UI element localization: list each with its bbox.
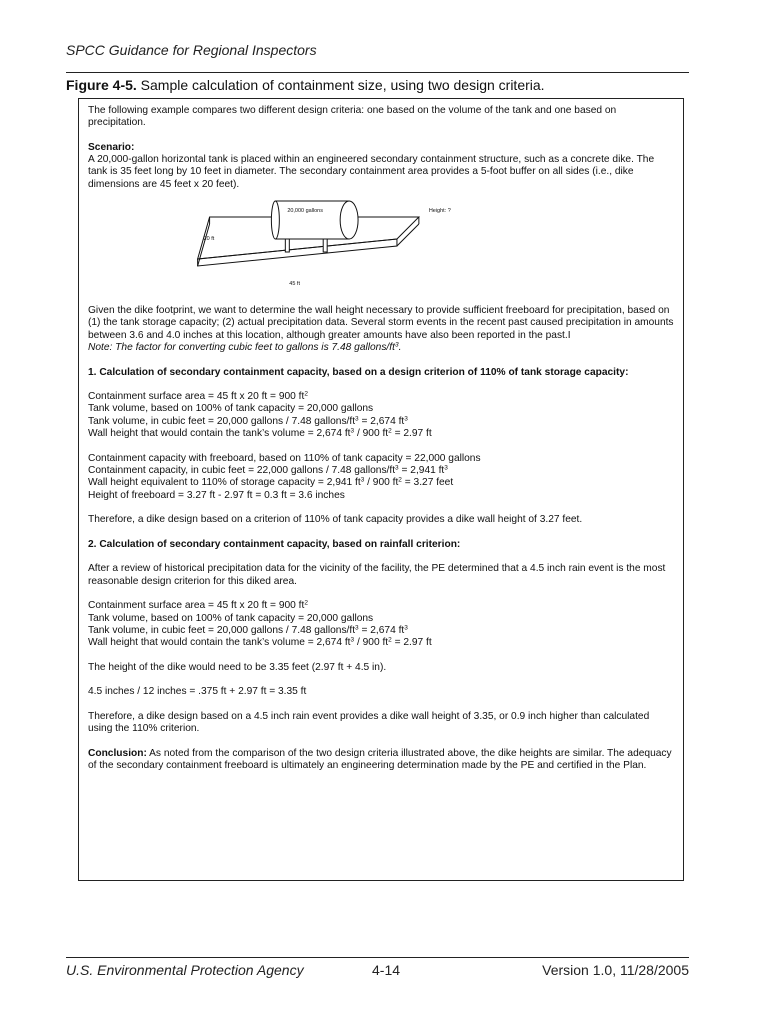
- calc-line: Tank volume, based on 100% of tank capacity = 20,000 gallons: [88, 612, 374, 624]
- superscript: 3: [444, 464, 448, 472]
- footer-page-number: 4-14: [372, 962, 401, 978]
- section1-conclusion: Therefore, a dike design based on a criterion of 110% of tank capacity provides a dike wall height of 3.27 feet.: [88, 514, 583, 526]
- section2-calc: [88, 600, 674, 649]
- scenario-heading: [88, 142, 674, 154]
- calc-line: Tank volume, based on 100% of tank capacity = 20,000 gallons: [88, 403, 374, 415]
- tank-capacity-label: 20,000 gallons: [287, 208, 323, 215]
- calc-line: [88, 600, 674, 612]
- calc-text: = 2,674 ft: [358, 624, 405, 636]
- superscript: 3: [395, 464, 399, 472]
- tank-right-end: [340, 201, 358, 239]
- dike-tank-diagram: [88, 197, 674, 297]
- rain-calculation: 4.5 inches / 12 inches = .375 ft + 2.97 ft = 3.35 ft: [88, 686, 307, 698]
- tank-support-left: [285, 239, 289, 252]
- intro-paragraph: The following example compares two different design criteria: one based on the volume of the tank and one based on precipitation.: [88, 105, 617, 129]
- section2-heading-text: 2. Calculation of secondary containment capacity, based on rainfall criterion:: [88, 538, 461, 550]
- superscript: 3: [360, 476, 365, 484]
- calc-text: Wall height that would contain the tank’s volume = 2,674 ft: [88, 428, 351, 440]
- calc-text: Containment surface area = 45 ft x 20 ft = 900 ft: [88, 600, 305, 612]
- dike-left-edge: [198, 224, 210, 266]
- calc-text: = 2.97 ft: [391, 637, 432, 649]
- calc-text: / 900 ft: [354, 637, 389, 649]
- conclusion-paragraph: [88, 748, 674, 773]
- calc-line: [88, 477, 674, 489]
- calc-text: Wall height that would contain the tank’s volume = 2,674 ft: [88, 637, 351, 649]
- conclusion-heading: Conclusion:: [88, 747, 147, 759]
- running-header: SPCC Guidance for Regional Inspectors: [66, 42, 317, 58]
- superscript: 3: [394, 341, 399, 349]
- superscript: 3: [355, 415, 359, 423]
- calc-line: [88, 416, 674, 428]
- calc-text: = 2.97 ft: [391, 428, 432, 440]
- calc-text: = 3.27 feet: [401, 477, 454, 489]
- conversion-note: Note: The factor for converting cubic feet to gallons is 7.48 gallons/$ft^3$.: [88, 341, 402, 353]
- length-label: 45 ft: [289, 281, 300, 288]
- calc-line: [88, 428, 674, 440]
- section2-heading: [88, 539, 674, 551]
- calc-text: Containment surface area = 45 ft x 20 ft = 900 ft: [88, 391, 305, 403]
- dike-height-statement: The height of the dike would need to be 3.35 feet (2.97 ft + 4.5 in).: [88, 661, 387, 673]
- section1-calc-b: [88, 453, 674, 502]
- superscript: 2: [304, 390, 308, 398]
- calc-line: Height of freeboard = 3.27 ft - 2.97 ft = 0.3 ft = 3.6 inches: [88, 489, 345, 501]
- figure-caption-text: Sample calculation of containment size, using two design criteria.: [136, 77, 545, 93]
- header-divider: [66, 72, 689, 73]
- calc-line: Containment capacity with freeboard, based on 110% of tank capacity = 22,000 gallons: [88, 452, 481, 464]
- calc-line: [88, 391, 674, 403]
- superscript: 2: [304, 599, 308, 607]
- dike-paragraph: Given the dike footprint, we want to determine the wall height necessary to provide sufficient freeboard for precipitation, based on (1) the tank storage capacity; (2) actual precipitation data. Several storm events in the recent past caused precipitation in amounts between 3.6 and 4.0 inches at this location, although greater amounts have also been reported in the past.I: [88, 305, 674, 341]
- tank-left-end: [271, 201, 279, 239]
- calc-text: Containment capacity, in cubic feet = 22,000 gallons / 7.48 gallons/ft: [88, 464, 396, 476]
- footer-divider: [66, 957, 689, 958]
- calc-text: / 900 ft: [364, 477, 399, 489]
- section1-heading-text: 1. Calculation of secondary containment capacity, based on a design criterion of 110% of tank storage capacity:: [88, 366, 629, 378]
- calc-text: Tank volume, in cubic feet = 20,000 gallons / 7.48 gallons/ft: [88, 624, 356, 636]
- figure-label: Figure 4-5.: [66, 77, 137, 93]
- tank-body: [275, 201, 349, 239]
- height-label: Height: ?: [428, 208, 451, 215]
- calc-text: / 900 ft: [354, 428, 389, 440]
- section1-calc-a: [88, 391, 674, 440]
- superscript: 3: [350, 427, 355, 435]
- tank-support-right: [323, 239, 327, 252]
- calc-line: [88, 465, 674, 477]
- section2-conclusion: Therefore, a dike design based on a 4.5 inch rain event provides a dike wall height of 3.35, or 0.9 inch higher than calculated using the 110% criterion.: [88, 710, 650, 735]
- figure-caption: [66, 77, 545, 93]
- superscript: 3: [404, 415, 408, 423]
- scenario-paragraph: A 20,000-gallon horizontal tank is placed within an engineered secondary containment structure, such as a concrete dike. The tank is 35 feet long by 10 feet in diameter. The secondary containment area provides a 5-foot buffer on all sides (i.e., dike dimensions are 45 feet x 20 feet).: [88, 154, 655, 190]
- conclusion-text: As noted from the comparison of the two design criteria illustrated above, the dike heights are similar. The adequacy of the secondary containment freeboard is ultimately an engineering determination made by the PE and certified in the Plan.: [88, 747, 672, 772]
- section2-intro: After a review of historical precipitation data for the vicinity of the facility, the PE determined that a 4.5 inch rain event is the most reasonable design criterion for this diked area.: [88, 563, 666, 587]
- superscript: 3: [350, 636, 355, 644]
- calc-text: = 2,941 ft: [398, 464, 445, 476]
- calc-text: = 2,674 ft: [358, 415, 405, 427]
- dike-edge: [198, 239, 397, 266]
- superscript: 3: [355, 624, 359, 632]
- superscript: 2: [388, 636, 392, 644]
- calc-line: [88, 625, 674, 637]
- calc-text: Tank volume, in cubic feet = 20,000 gallons / 7.48 gallons/ft: [88, 415, 356, 427]
- scenario-heading-text: Scenario:: [88, 141, 135, 153]
- example-box: [78, 98, 684, 881]
- superscript: 2: [388, 427, 392, 435]
- section1-heading: [88, 367, 674, 379]
- calc-line: [88, 637, 674, 649]
- conversion-note-text: Note: The factor for converting cubic feet to gallons is 7.48 gallons/ft: [88, 341, 395, 353]
- superscript: 2: [398, 476, 402, 484]
- calc-text: Wall height equivalent to 110% of storage capacity = 2,941 ft: [88, 477, 361, 489]
- footer-version: Version 1.0, 11/28/2005: [542, 962, 689, 978]
- width-label: 20 ft: [203, 236, 215, 243]
- footer-agency: U.S. Environmental Protection Agency: [66, 962, 304, 978]
- superscript: 3: [404, 624, 408, 632]
